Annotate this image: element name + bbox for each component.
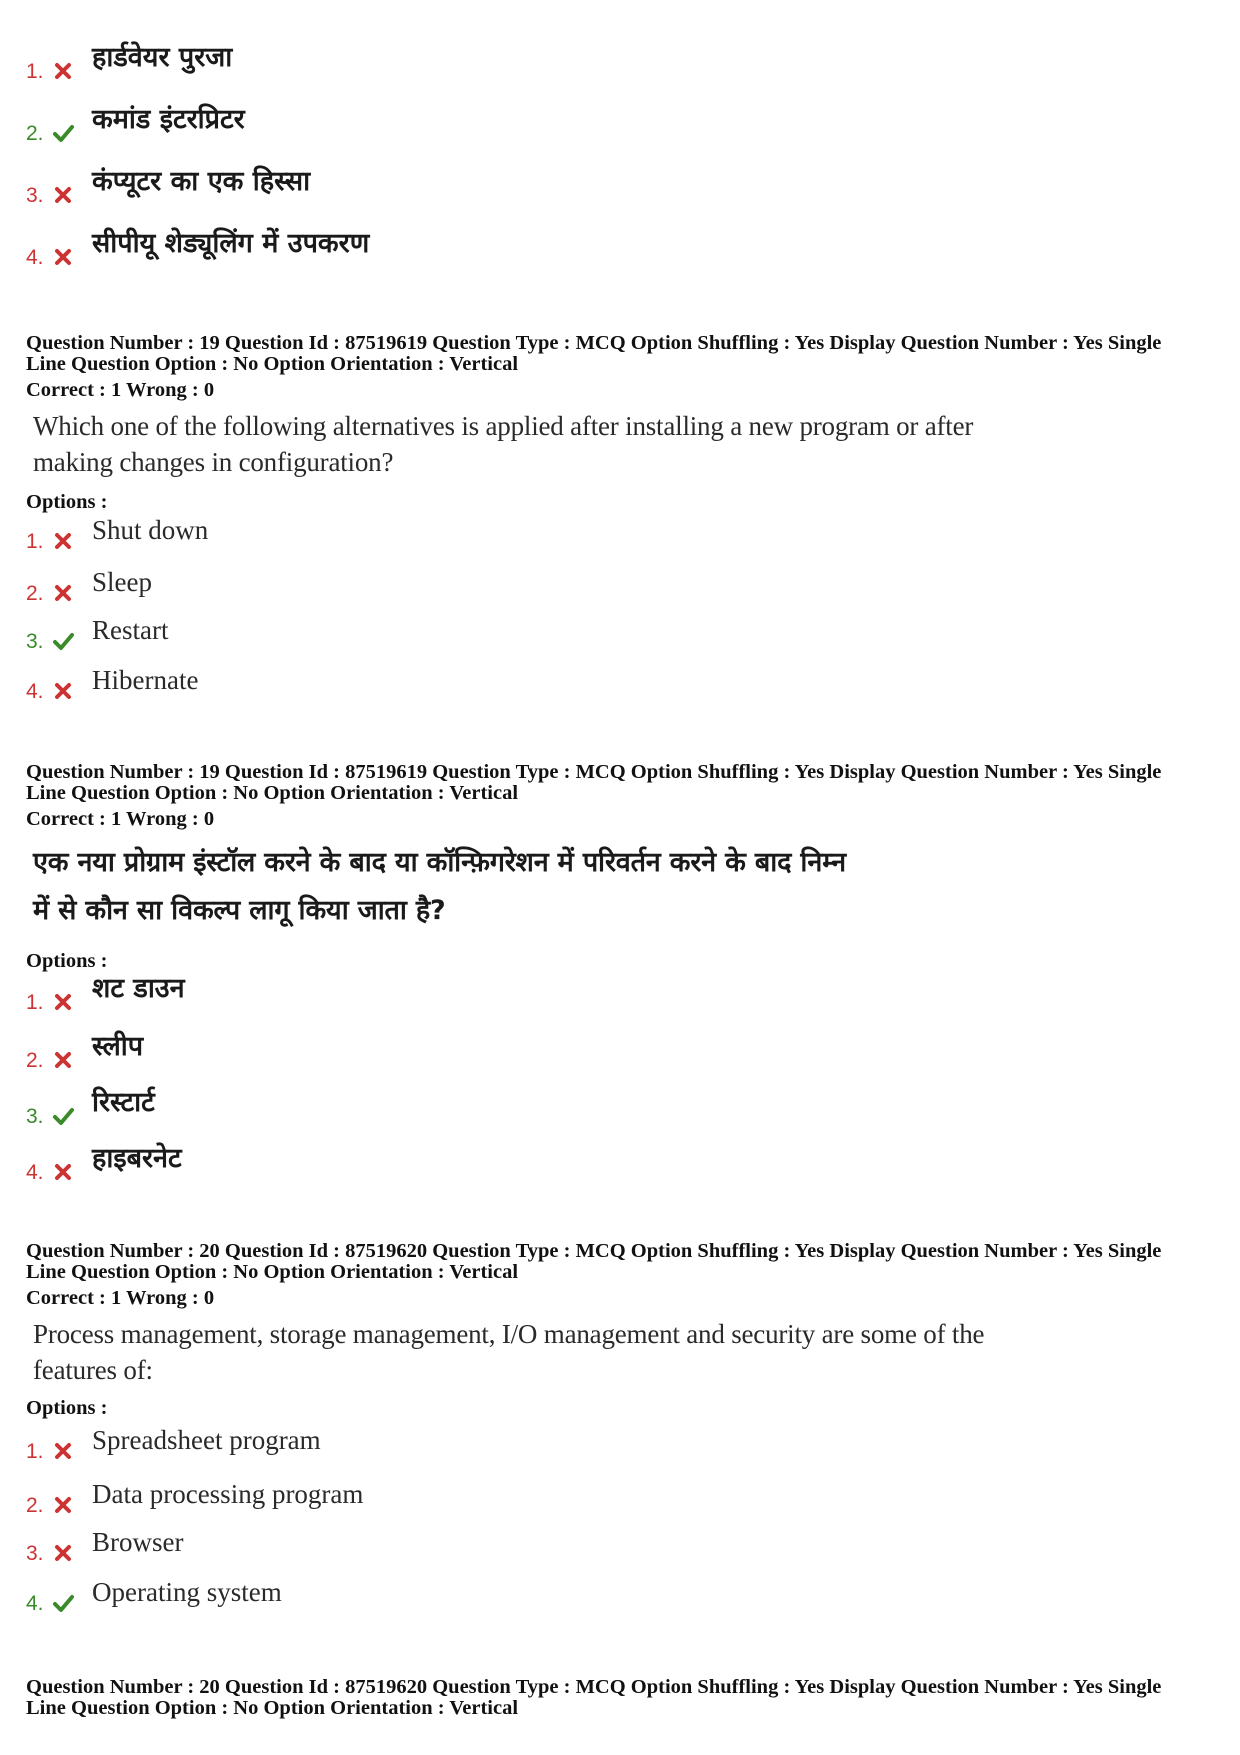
option-text: Hibernate (92, 665, 199, 695)
option-item (26, 558, 1216, 610)
cross-icon (52, 530, 74, 552)
options-heading: Options : (26, 1397, 108, 1419)
option-number: 1. (26, 60, 44, 83)
option-number: 4. (26, 1592, 44, 1615)
option-item (26, 1420, 1216, 1468)
question-block-19-en (26, 333, 1216, 708)
meta-line: Line Question Option : No Option Orientation : Vertical (26, 353, 519, 375)
option-number: 3. (26, 1542, 44, 1565)
option-text: सीपीयू शेड्यूलिंग में उपकरण (92, 228, 370, 259)
question-text (26, 1316, 1216, 1388)
option-item (26, 658, 1216, 708)
meta-line: Question Number : 20 Question Id : 87519620 Question Type : MCQ Option Shuffling : Yes Display Question Number : Yes Single (26, 1676, 1162, 1698)
question-line: Process management, storage management, I/O management and security are some of the (33, 1319, 985, 1349)
meta-line: Question Number : 19 Question Id : 87519619 Question Type : MCQ Option Shuffling : Yes Display Question Number : Yes Single (26, 332, 1162, 354)
option-number: 3. (26, 630, 44, 653)
meta-line: Question Number : 20 Question Id : 87519620 Question Type : MCQ Option Shuffling : Yes Display Question Number : Yes Single (26, 1240, 1162, 1262)
option-number: 1. (26, 530, 44, 553)
option-text: Data processing program (92, 1479, 364, 1509)
question-text (26, 839, 1216, 935)
question-block-20-hi (26, 1677, 1216, 1719)
option-text: Shut down (92, 515, 209, 545)
cross-icon (52, 991, 74, 1013)
question-line: Which one of the following alternatives is applied after installing a new program or after (33, 411, 974, 441)
question-line: features of: (33, 1355, 153, 1385)
question-line: में से कौन सा विकल्प लागू किया जाता है? (33, 895, 446, 926)
option-text: रिस्टार्ट (92, 1087, 155, 1118)
meta-line: Question Number : 19 Question Id : 87519619 Question Type : MCQ Option Shuffling : Yes Display Question Number : Yes Single (26, 761, 1162, 783)
question-meta (26, 1677, 1216, 1719)
option-item (26, 610, 1216, 658)
meta-line: Line Question Option : No Option Orientation : Vertical (26, 1697, 519, 1719)
option-number: 3. (26, 1105, 44, 1128)
cross-icon (52, 1494, 74, 1516)
option-text: कंप्यूटर का एक हिस्सा (92, 166, 311, 197)
question-meta (26, 333, 1216, 375)
option-text: Sleep (92, 567, 152, 597)
option-item (26, 1077, 1216, 1133)
cross-icon (52, 680, 74, 702)
option-number: 1. (26, 991, 44, 1014)
option-text: Operating system (92, 1577, 282, 1607)
option-number: 2. (26, 582, 44, 605)
options-heading: Options : (26, 950, 108, 972)
option-text: Restart (92, 615, 169, 645)
question-block-prev (26, 26, 1216, 274)
question-block-19-hi (26, 762, 1216, 1189)
option-text: Spreadsheet program (92, 1425, 321, 1455)
cross-icon (52, 184, 74, 206)
option-item (26, 88, 1216, 150)
option-number: 2. (26, 1494, 44, 1517)
check-icon (52, 1592, 74, 1614)
option-text: कमांड इंटरप्रिटर (92, 104, 245, 135)
meta-line: Line Question Option : No Option Orientation : Vertical (26, 1261, 519, 1283)
option-item (26, 150, 1216, 212)
option-item (26, 1133, 1216, 1189)
check-icon (52, 122, 74, 144)
cross-icon (52, 246, 74, 268)
option-number: 2. (26, 122, 44, 145)
cross-icon (52, 1161, 74, 1183)
option-item (26, 514, 1216, 558)
option-item (26, 1468, 1216, 1522)
correct-wrong-marks: Correct : 1 Wrong : 0 (26, 808, 215, 830)
check-icon (52, 630, 74, 652)
option-item (26, 973, 1216, 1019)
option-item (26, 1522, 1216, 1570)
option-item (26, 212, 1216, 274)
option-number: 2. (26, 1049, 44, 1072)
cross-icon (52, 582, 74, 604)
meta-line: Line Question Option : No Option Orientation : Vertical (26, 782, 519, 804)
question-line: एक नया प्रोग्राम इंस्टॉल करने के बाद या कॉन्फ़िगरेशन में परिवर्तन करने के बाद निम्न (33, 847, 846, 878)
option-text: हाइबरनेट (92, 1143, 182, 1174)
option-text: शट डाउन (92, 973, 185, 1004)
option-number: 1. (26, 1440, 44, 1463)
option-number: 4. (26, 246, 44, 269)
option-text: हार्डवेयर पुरजा (92, 42, 233, 73)
cross-icon (52, 60, 74, 82)
options-heading: Options : (26, 491, 108, 513)
correct-wrong-marks: Correct : 1 Wrong : 0 (26, 1287, 215, 1309)
option-item (26, 26, 1216, 88)
question-meta (26, 1241, 1216, 1283)
option-text: Browser (92, 1527, 184, 1557)
question-line: making changes in configuration? (33, 447, 394, 477)
correct-wrong-marks: Correct : 1 Wrong : 0 (26, 379, 215, 401)
cross-icon (52, 1440, 74, 1462)
option-number: 4. (26, 1161, 44, 1184)
option-text: स्लीप (92, 1031, 144, 1062)
option-item (26, 1019, 1216, 1077)
question-block-20-en (26, 1241, 1216, 1620)
cross-icon (52, 1049, 74, 1071)
cross-icon (52, 1542, 74, 1564)
question-text (26, 408, 1216, 480)
option-number: 3. (26, 184, 44, 207)
option-number: 4. (26, 680, 44, 703)
option-item (26, 1570, 1216, 1620)
question-meta (26, 762, 1216, 804)
check-icon (52, 1105, 74, 1127)
